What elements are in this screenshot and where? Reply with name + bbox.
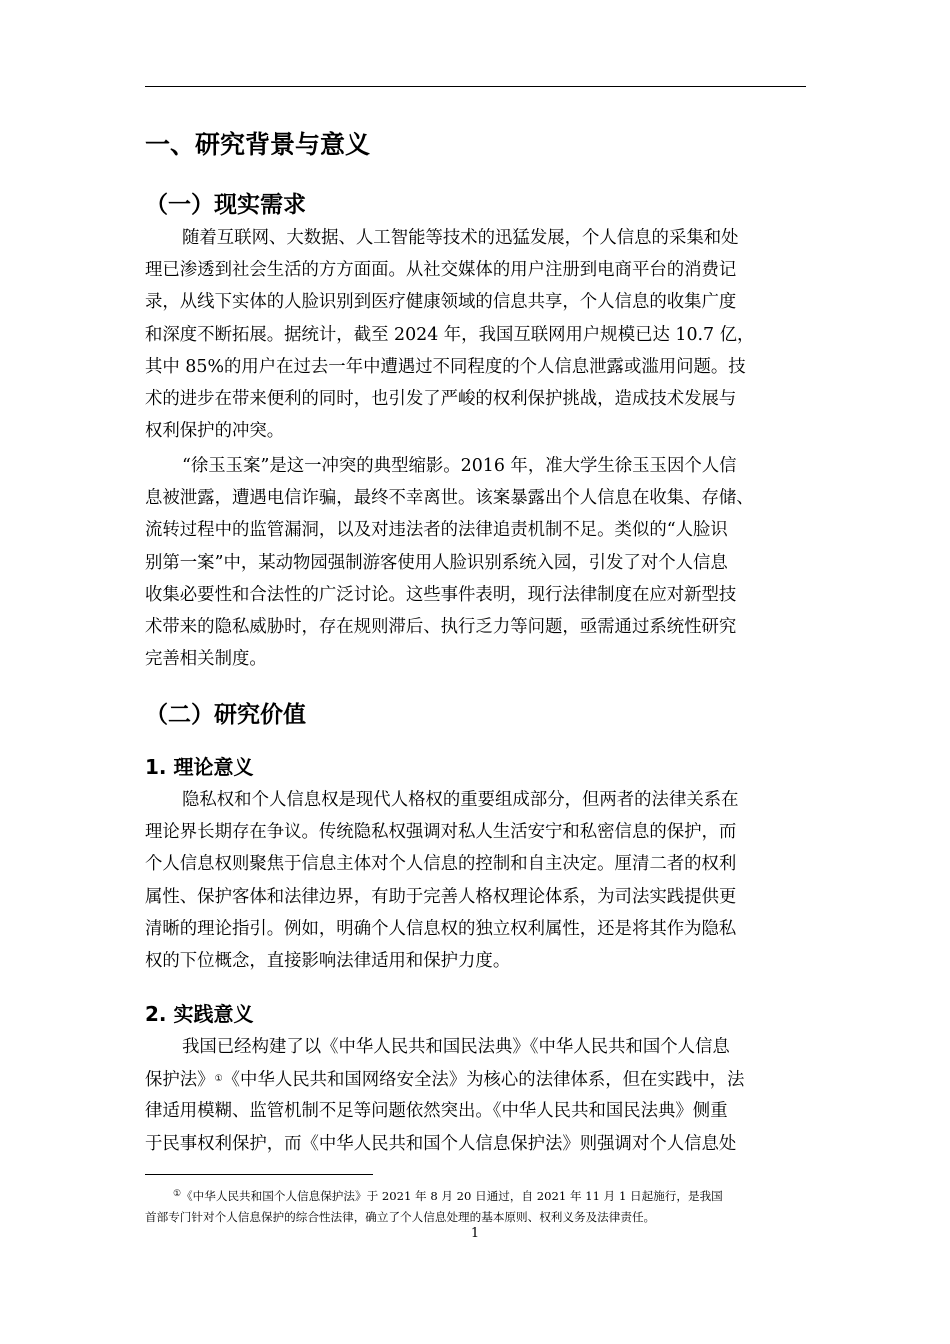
footnote-line	[145, 1184, 807, 1207]
page-number: 1	[470, 1226, 480, 1241]
text-line: 随着互联网、大数据、人工智能等技术的迅猛发展，个人信息的采集和处	[182, 228, 739, 248]
text-line: 于民事权利保护，而《中华人民共和国个人信息保护法》则强调对个人信息处	[145, 1133, 737, 1154]
text-line: 术的进步在带来便利的同时，也引发了严峻的权利保护挑战，造成技术发展与	[145, 388, 737, 409]
text-line: 别第一案”中，某动物园强制游客使用人脸识别系统入园，引发了对个人信息	[145, 552, 728, 573]
footnote-separator	[145, 1174, 373, 1175]
paragraph-practice	[145, 1031, 807, 1160]
paragraph-needs-2	[145, 450, 807, 675]
text-line	[145, 1063, 807, 1095]
text-line: 和深度不断拓展。据统计，截至 2024 年，我国互联网用户规模已达 10.7 亿，	[145, 324, 755, 345]
text-line: 息被泄露，遭遇电信诈骗，最终不幸离世。该案暴露出个人信息在收集、存储、	[145, 488, 754, 509]
text-line: 其中 85%的用户在过去一年中遭遇过不同程度的个人信息泄露或滥用问题。技	[145, 356, 746, 377]
subsection-heading-needs: （一）现实需求	[145, 192, 306, 218]
footnote-text: 《中华人民共和国个人信息保护法》于 2021 年 8 月 20 日通过，自 2021 年 11 月 1 日起施行，是我国	[181, 1189, 723, 1203]
paragraph-needs-1	[145, 222, 807, 447]
footnote-line: 首部专门针对个人信息保护的综合性法律，确立了个人信息处理的基本原则、权利义务及法律责任。	[145, 1210, 656, 1224]
subsection-heading-value: （二）研究价值	[145, 702, 306, 728]
text-line: 律适用模糊、监管机制不足等问题依然突出。《中华人民共和国民法典》侧重	[145, 1101, 728, 1122]
text-line: 理论界长期存在争议。传统隐私权强调对私人生活安宁和私密信息的保护，而	[145, 822, 737, 843]
text-line: 清晰的理论指引。例如，明确个人信息权的独立权利属性，还是将其作为隐私	[145, 918, 737, 939]
text-line: 我国已经构建了以《中华人民共和国民法典》《中华人民共和国个人信息	[182, 1037, 730, 1057]
text-line: 属性、保护客体和法律边界，有助于完善人格权理论体系，为司法实践提供更	[145, 886, 737, 907]
text-line: 隐私权和个人信息权是现代人格权的重要组成部分，但两者的法律关系在	[182, 790, 739, 810]
text-line: 权利保护的冲突。	[145, 421, 285, 442]
paragraph-theory	[145, 784, 807, 977]
footnote	[145, 1184, 807, 1228]
text-line: 录，从线下实体的人脸识别到医疗健康领域的信息共享，个人信息的收集广度	[145, 292, 737, 313]
header-rule	[145, 86, 806, 87]
footnote-mark: ①	[173, 1189, 182, 1199]
text-line: 理已渗透到社会生活的方方面面。从社交媒体的用户注册到电商平台的消费记	[145, 260, 737, 281]
text-segment: 《中华人民共和国网络安全法》为核心的法律体系，但在实践中，法	[222, 1070, 745, 1091]
footnote-reference[interactable]: ①	[214, 1074, 223, 1085]
text-line: 收集必要性和合法性的广泛讨论。这些事件表明，现行法律制度在应对新型技	[145, 584, 737, 605]
text-line: 个人信息权则聚焦于信息主体对个人信息的控制和自主决定。厘清二者的权利	[145, 854, 737, 875]
heading-theory: 1. 理论意义	[145, 755, 254, 779]
text-segment: 保护法》	[145, 1070, 215, 1091]
text-line: 完善相关制度。	[145, 649, 267, 670]
text-line: 流转过程中的监管漏洞，以及对违法者的法律追责机制不足。类似的“人脸识	[145, 520, 728, 541]
heading-practice: 2. 实践意义	[145, 1002, 254, 1026]
text-line: 术带来的隐私威胁时，存在规则滞后、执行乏力等问题，亟需通过系统性研究	[145, 616, 737, 637]
text-line: 权的下位概念，直接影响法律适用和保护力度。	[145, 950, 511, 971]
text-line: “徐玉玉案”是这一冲突的典型缩影。2016 年，准大学生徐玉玉因个人信	[182, 456, 737, 476]
section-heading: 一、研究背景与意义	[145, 130, 371, 159]
